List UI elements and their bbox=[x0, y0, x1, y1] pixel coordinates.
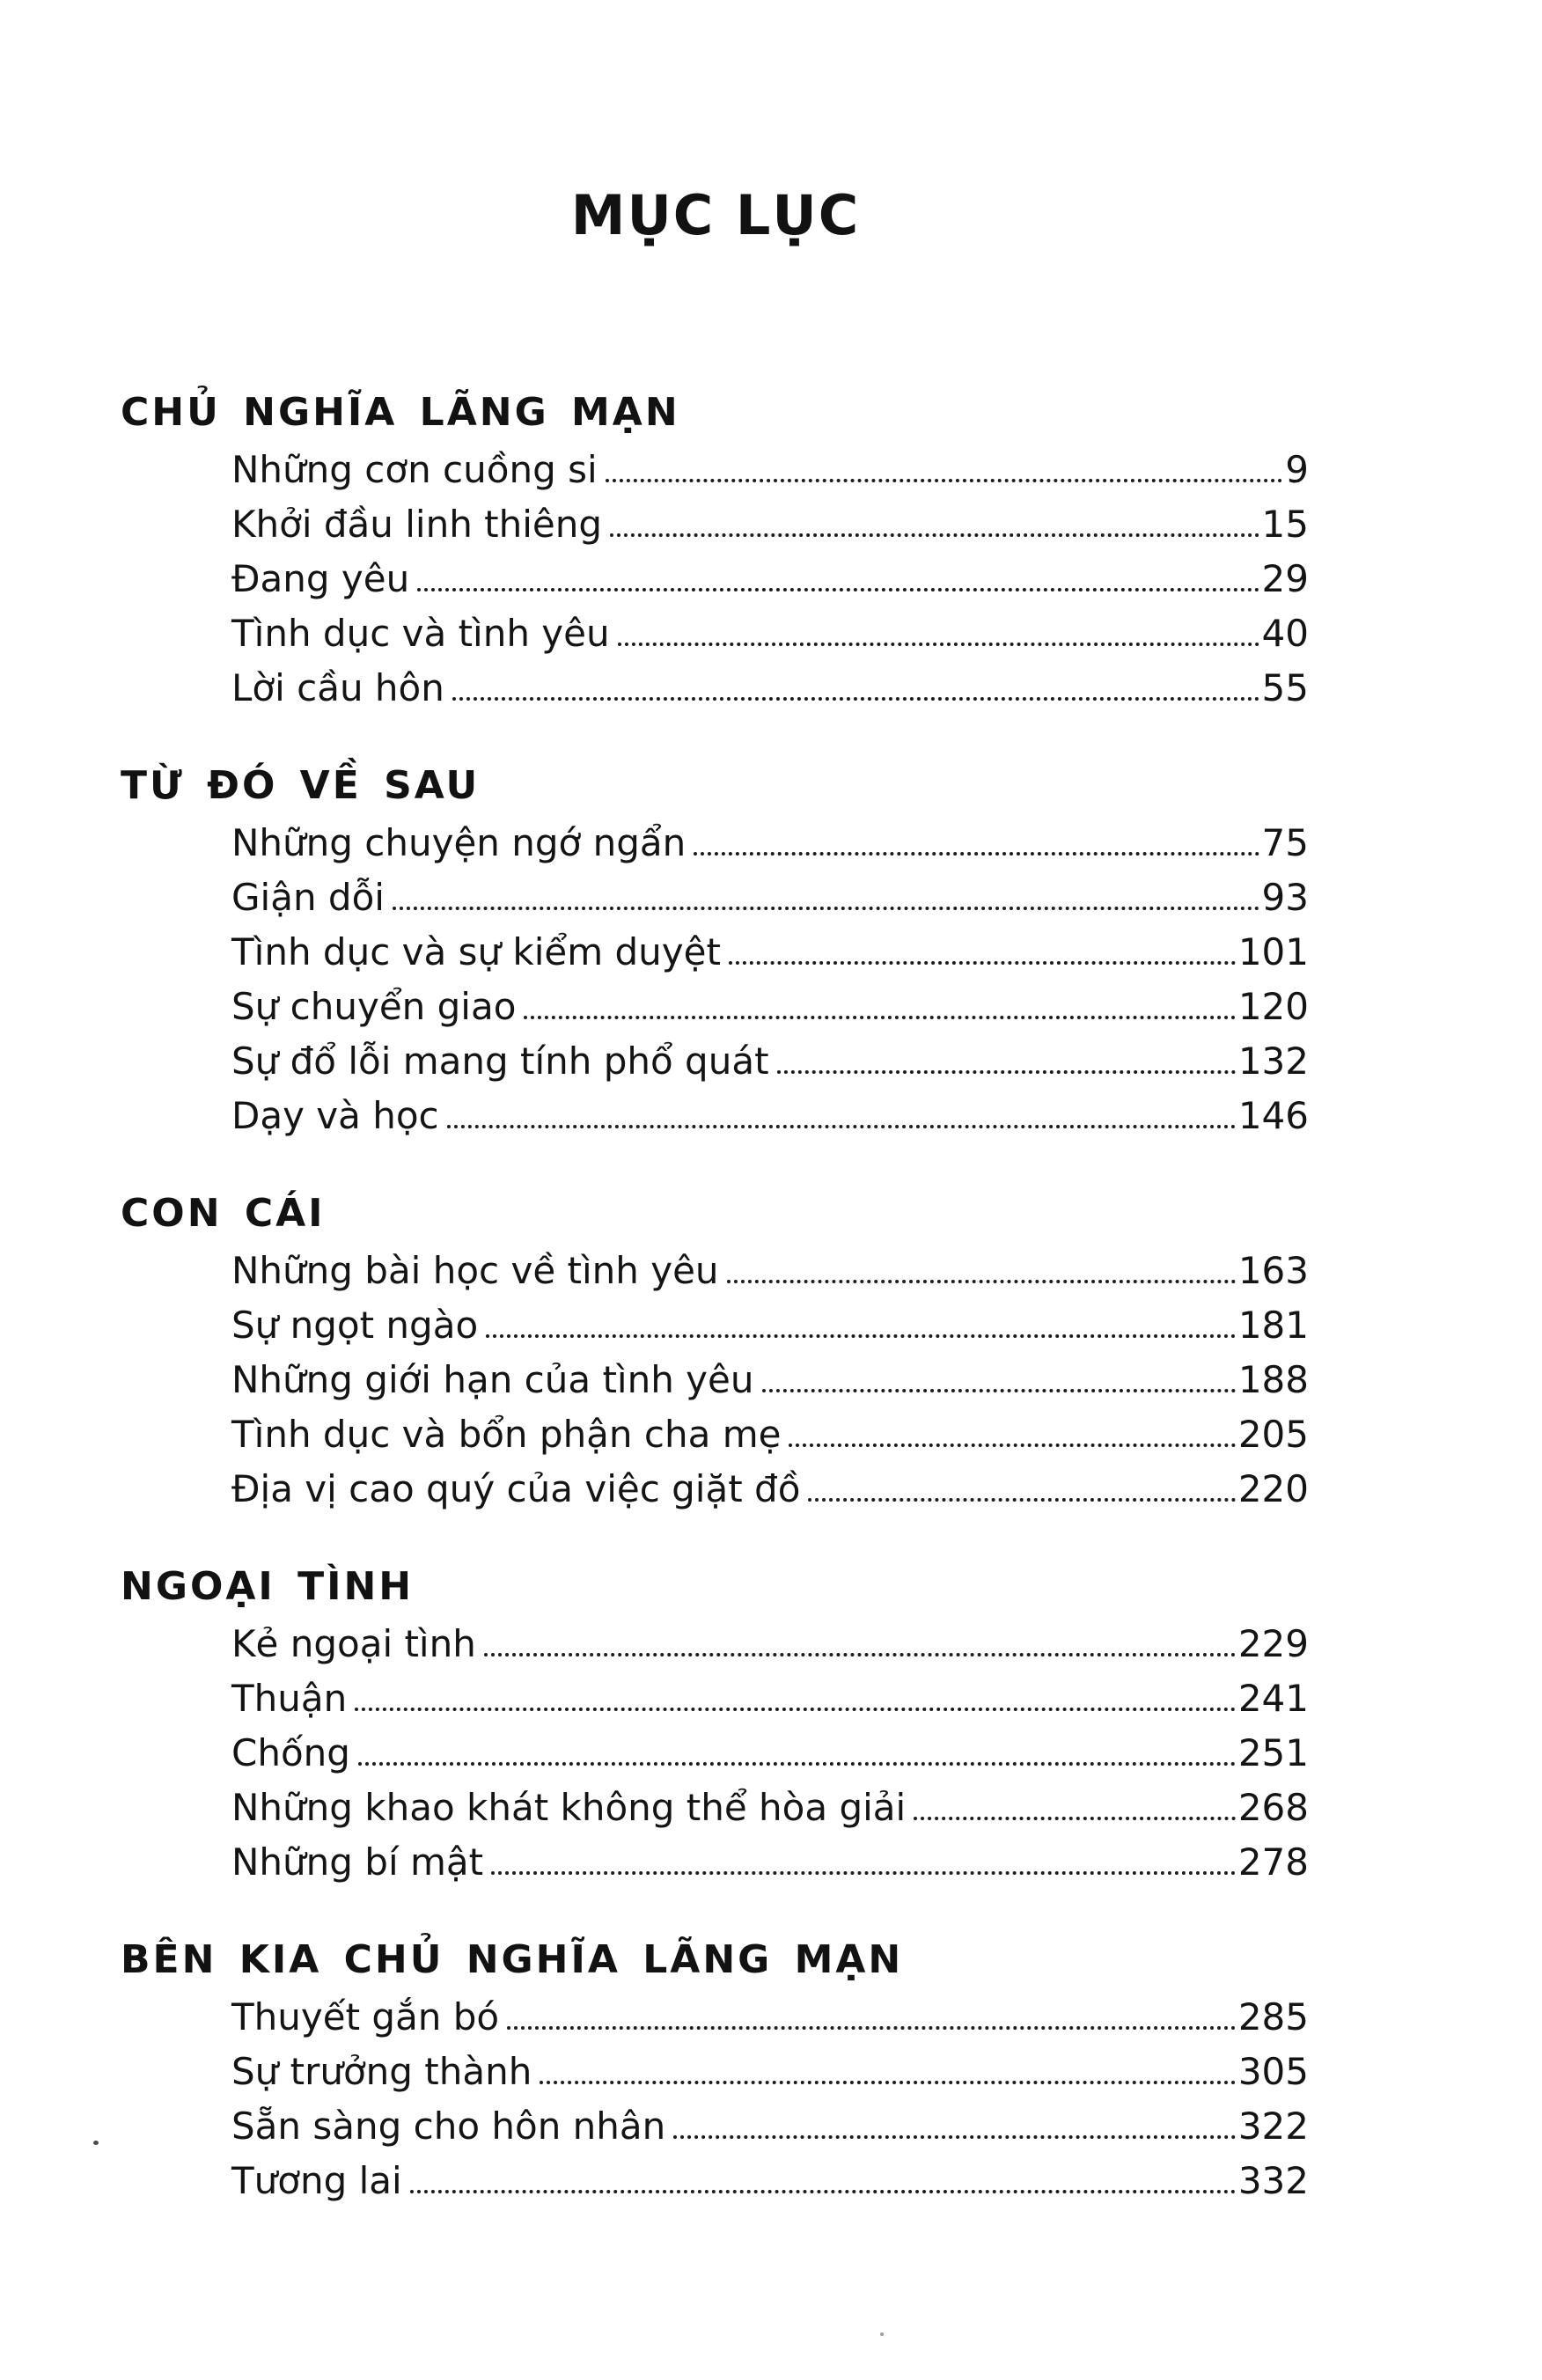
toc-section bbox=[121, 383, 1309, 716]
toc-entry-page-number: 163 bbox=[1237, 1249, 1309, 1292]
dot-leader bbox=[452, 697, 1259, 701]
toc-entry-label: Những giới hạn của tình yêu bbox=[231, 1358, 754, 1401]
toc-entry-label: Dạy và học bbox=[231, 1094, 439, 1137]
toc-entry-page-number: 55 bbox=[1261, 666, 1309, 709]
toc-entry-label: Kẻ ngoại tình bbox=[231, 1622, 476, 1665]
toc-entry-label: Những chuyện ngớ ngẩn bbox=[231, 821, 687, 864]
toc-entry-page-number: 220 bbox=[1237, 1467, 1309, 1510]
toc-entry-row bbox=[121, 1990, 1309, 2045]
toc-entry-label: Những bài học về tình yêu bbox=[231, 1249, 719, 1292]
toc-entry-label: Địa vị cao quý của việc giặt đồ bbox=[231, 1467, 801, 1510]
toc-entry-page-number: 241 bbox=[1237, 1677, 1309, 1720]
toc-section-heading: CON CÁI bbox=[121, 1191, 326, 1236]
toc-entry-row bbox=[121, 870, 1309, 925]
toc-entry-page-number: 75 bbox=[1261, 821, 1309, 864]
toc-entry-page-number: 132 bbox=[1237, 1039, 1309, 1083]
toc-entry-label: Sẵn sàng cho hôn nhân bbox=[231, 2105, 666, 2148]
toc-entry-row bbox=[121, 1353, 1309, 1407]
toc-entry-row bbox=[121, 1089, 1309, 1143]
toc-entry-row bbox=[121, 443, 1309, 497]
toc-entry-row bbox=[121, 980, 1309, 1034]
toc-entry-label: Chống bbox=[231, 1731, 350, 1774]
toc-entry-row bbox=[121, 661, 1309, 716]
dot-leader bbox=[417, 588, 1259, 591]
page-title: MỤC LỤC bbox=[570, 183, 861, 247]
dot-leader bbox=[762, 1389, 1236, 1392]
toc-entry-page-number: 285 bbox=[1237, 1995, 1309, 2038]
toc-section-heading: NGOẠI TÌNH bbox=[121, 1564, 415, 1609]
toc-entry-row bbox=[121, 1671, 1309, 1726]
toc-entry-row bbox=[121, 1781, 1309, 1835]
toc-section-entries bbox=[121, 816, 1309, 1143]
dot-leader bbox=[507, 2026, 1236, 2030]
toc-section-entries bbox=[121, 1244, 1309, 1517]
toc-section-entries bbox=[121, 1990, 1309, 2208]
toc-entry-label: Sự chuyển giao bbox=[231, 985, 517, 1028]
toc-entry-row bbox=[121, 606, 1309, 661]
toc-entry-label: Những cơn cuồng si bbox=[231, 448, 598, 491]
toc-entry-page-number: 205 bbox=[1237, 1413, 1309, 1456]
toc-entry-page-number: 278 bbox=[1237, 1840, 1309, 1884]
toc-entry-page-number: 332 bbox=[1237, 2159, 1309, 2202]
dot-leader bbox=[673, 2135, 1236, 2139]
toc-entry-row bbox=[121, 1462, 1309, 1517]
toc-entry-row bbox=[121, 552, 1309, 606]
dot-leader bbox=[410, 2190, 1236, 2193]
toc-entry-row bbox=[121, 1407, 1309, 1462]
toc-entry-page-number: 229 bbox=[1237, 1622, 1309, 1665]
toc-entry-row bbox=[121, 2045, 1309, 2099]
toc-entry-page-number: 40 bbox=[1261, 612, 1309, 655]
toc-entry-label: Đang yêu bbox=[231, 557, 410, 600]
toc-entry-label: Sự ngọt ngào bbox=[231, 1304, 479, 1347]
toc-entry-label: Tình dục và tình yêu bbox=[231, 612, 610, 655]
dot-leader bbox=[727, 1280, 1236, 1283]
toc-entry-row bbox=[121, 2154, 1309, 2208]
dot-leader bbox=[914, 1817, 1236, 1820]
toc-section bbox=[121, 1184, 1309, 1517]
dot-leader bbox=[447, 1125, 1236, 1128]
table-of-contents bbox=[121, 383, 1309, 2208]
dot-leader bbox=[393, 907, 1259, 910]
dot-leader bbox=[540, 2081, 1235, 2084]
toc-entry-page-number: 305 bbox=[1237, 2050, 1309, 2093]
toc-entry-row bbox=[121, 497, 1309, 552]
toc-section-entries bbox=[121, 443, 1309, 716]
toc-entry-label: Thuyết gắn bó bbox=[231, 1995, 500, 2038]
toc-entry-label: Sự trưởng thành bbox=[231, 2050, 532, 2093]
toc-section-heading: CHỦ NGHĨA LÃNG MẠN bbox=[121, 390, 680, 435]
toc-section-entries bbox=[121, 1617, 1309, 1890]
dot-leader bbox=[808, 1498, 1235, 1502]
toc-entry-label: Giận dỗi bbox=[231, 876, 385, 919]
toc-entry-row bbox=[121, 2099, 1309, 2154]
toc-entry-page-number: 101 bbox=[1237, 930, 1309, 973]
toc-entry-row bbox=[121, 816, 1309, 870]
dot-leader bbox=[486, 1334, 1236, 1338]
toc-entry-label: Khởi đầu linh thiêng bbox=[231, 503, 603, 546]
toc-section bbox=[121, 756, 1309, 1143]
toc-entry-page-number: 9 bbox=[1285, 448, 1309, 491]
toc-entry-page-number: 181 bbox=[1237, 1304, 1309, 1347]
toc-entry-page-number: 146 bbox=[1237, 1094, 1309, 1137]
dot-leader bbox=[358, 1762, 1236, 1766]
toc-entry-label: Sự đổ lỗi mang tính phổ quát bbox=[231, 1039, 769, 1083]
toc-entry-label: Tình dục và sự kiểm duyệt bbox=[231, 930, 721, 973]
toc-entry-page-number: 188 bbox=[1237, 1358, 1309, 1401]
toc-section bbox=[121, 1557, 1309, 1890]
dot-leader bbox=[610, 533, 1259, 537]
scan-speck bbox=[93, 2141, 99, 2145]
toc-entry-label: Thuận bbox=[231, 1677, 348, 1720]
toc-entry-page-number: 268 bbox=[1237, 1786, 1309, 1829]
toc-entry-row bbox=[121, 1617, 1309, 1671]
dot-leader bbox=[355, 1708, 1236, 1711]
toc-entry-row bbox=[121, 1034, 1309, 1089]
toc-entry-page-number: 251 bbox=[1237, 1731, 1309, 1774]
scan-speck bbox=[880, 2332, 884, 2336]
toc-entry-row bbox=[121, 1244, 1309, 1298]
toc-entry-row bbox=[121, 925, 1309, 980]
dot-leader bbox=[524, 1016, 1235, 1019]
toc-entry-row bbox=[121, 1298, 1309, 1353]
dot-leader bbox=[789, 1443, 1235, 1447]
toc-entry-label: Lời cầu hôn bbox=[231, 666, 444, 709]
toc-entry-page-number: 15 bbox=[1261, 503, 1309, 546]
toc-entry-label: Tình dục và bổn phận cha mẹ bbox=[231, 1413, 782, 1456]
dot-leader bbox=[618, 643, 1259, 646]
dot-leader bbox=[484, 1653, 1236, 1656]
toc-entry-label: Những bí mật bbox=[231, 1840, 484, 1884]
toc-entry-label: Tương lai bbox=[231, 2159, 402, 2202]
toc-entry-row bbox=[121, 1835, 1309, 1890]
dot-leader bbox=[729, 961, 1236, 965]
toc-entry-row bbox=[121, 1726, 1309, 1781]
dot-leader bbox=[694, 852, 1259, 856]
dot-leader bbox=[606, 479, 1283, 482]
dot-leader bbox=[777, 1070, 1236, 1074]
toc-section bbox=[121, 1930, 1309, 2208]
toc-section-heading: BÊN KIA CHỦ NGHĨA LÃNG MẠN bbox=[121, 1937, 904, 1982]
toc-entry-page-number: 29 bbox=[1261, 557, 1309, 600]
toc-entry-page-number: 322 bbox=[1237, 2105, 1309, 2148]
toc-entry-page-number: 120 bbox=[1237, 985, 1309, 1028]
toc-section-heading: TỪ ĐÓ VỀ SAU bbox=[121, 763, 481, 808]
toc-entry-page-number: 93 bbox=[1261, 876, 1309, 919]
toc-entry-label: Những khao khát không thể hòa giải bbox=[231, 1786, 907, 1829]
dot-leader bbox=[491, 1871, 1236, 1875]
